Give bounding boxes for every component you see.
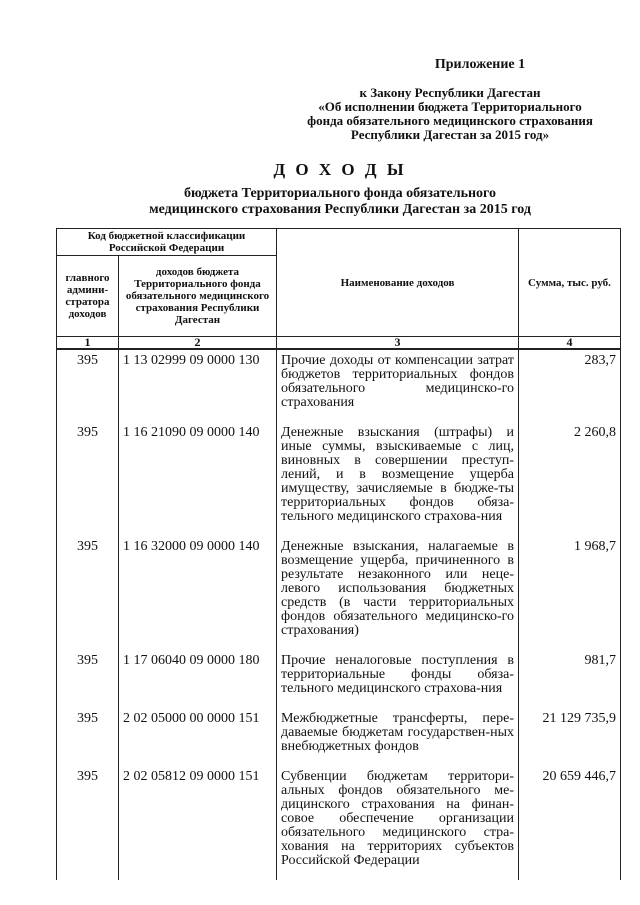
header-admin: главного админи-стратора доходов xyxy=(57,256,119,337)
income-name-cell: Прочие доходы от компенсации затрат бюджетов территориальных фондов обязательного медицинско-го страхования xyxy=(277,349,519,422)
appendix-title-3: Республики Дагестан за 2015 год» xyxy=(350,127,550,142)
amount-cell: 981,7 xyxy=(519,650,621,708)
document-heading xyxy=(60,160,620,218)
income-name-cell: Денежные взыскания (штрафы) и иные суммы, взыскиваемые с лиц, виновных в совершении преступ-лений, и в возмещение ущерба имуществу, зачисляемые в бюдже-ты территориальных фондов обяза-тельного медицинского страхова-ния xyxy=(277,422,519,536)
income-name-cell: Межбюджетные трансферты, пере-даваемые бюджетам государствен-ных внебюджетных фондов xyxy=(277,708,519,766)
admin-code-cell: 395 xyxy=(57,708,119,766)
budget-code-cell: 1 16 32000 09 0000 140 xyxy=(119,536,277,650)
document-title: Д О Х О Д Ы xyxy=(273,160,407,179)
table-row xyxy=(57,349,621,422)
table-row xyxy=(57,766,621,880)
appendix-title-1: «Об исполнении бюджета Территориального xyxy=(318,99,582,114)
document-subtitle-1: бюджета Территориального фонда обязательного xyxy=(183,186,497,201)
header-amount: Сумма, тыс. руб. xyxy=(519,229,621,337)
appendix-number: Приложение 1 xyxy=(434,57,526,72)
appendix-title-2: фонда обязательного медицинского страхования xyxy=(307,113,593,128)
amount-cell: 2 260,8 xyxy=(519,422,621,536)
income-table xyxy=(56,228,621,880)
table-row xyxy=(57,536,621,650)
budget-code-cell: 2 02 05812 09 0000 151 xyxy=(119,766,277,880)
budget-code-cell: 1 16 21090 09 0000 140 xyxy=(119,422,277,536)
budget-code-cell: 1 17 06040 09 0000 180 xyxy=(119,650,277,708)
admin-code-cell: 395 xyxy=(57,536,119,650)
amount-cell: 1 968,7 xyxy=(519,536,621,650)
income-name-cell: Субвенции бюджетам территори-альных фондов обязательного ме-дицинского страхования на финан-совое обеспечение организации обязательного медицинского стра-хования на территориях субъектов Российской Федерации xyxy=(277,766,519,880)
column-number-1: 1 xyxy=(57,337,119,350)
admin-code-cell: 395 xyxy=(57,650,119,708)
table-row xyxy=(57,650,621,708)
budget-code-cell: 2 02 05000 00 0000 151 xyxy=(119,708,277,766)
admin-code-cell: 395 xyxy=(57,422,119,536)
header-income-name: Наименование доходов xyxy=(277,229,519,337)
admin-code-cell: 395 xyxy=(57,766,119,880)
amount-cell: 20 659 446,7 xyxy=(519,766,621,880)
table-row xyxy=(57,422,621,536)
appendix-block xyxy=(300,58,600,142)
column-number-2: 2 xyxy=(119,337,277,350)
amount-cell: 283,7 xyxy=(519,349,621,422)
document-subtitle-2: медицинского страхования Республики Дагестан за 2015 год xyxy=(149,202,531,217)
appendix-law: к Закону Республики Дагестан xyxy=(359,85,541,100)
income-name-cell: Денежные взыскания, налагаемые в возмещение ущерба, причиненного в результате незаконного или неце-левого использования бюджетных средств (в части территориальных фондов обязательного медицинско-го страхования) xyxy=(277,536,519,650)
table-row xyxy=(57,708,621,766)
income-name-cell: Прочие неналоговые поступления в территориальные фонды обяза-тельного медицинского страхова-ния xyxy=(277,650,519,708)
amount-cell: 21 129 735,9 xyxy=(519,708,621,766)
header-code-group: Код бюджетной классификации Российской Федерации xyxy=(57,229,277,256)
column-number-3: 3 xyxy=(277,337,519,350)
budget-code-cell: 1 13 02999 09 0000 130 xyxy=(119,349,277,422)
header-budget-code: доходов бюджета Территориального фонда обязательного медицинского страхования Республики Дагестан xyxy=(119,256,277,337)
admin-code-cell: 395 xyxy=(57,349,119,422)
column-number-4: 4 xyxy=(519,337,621,350)
